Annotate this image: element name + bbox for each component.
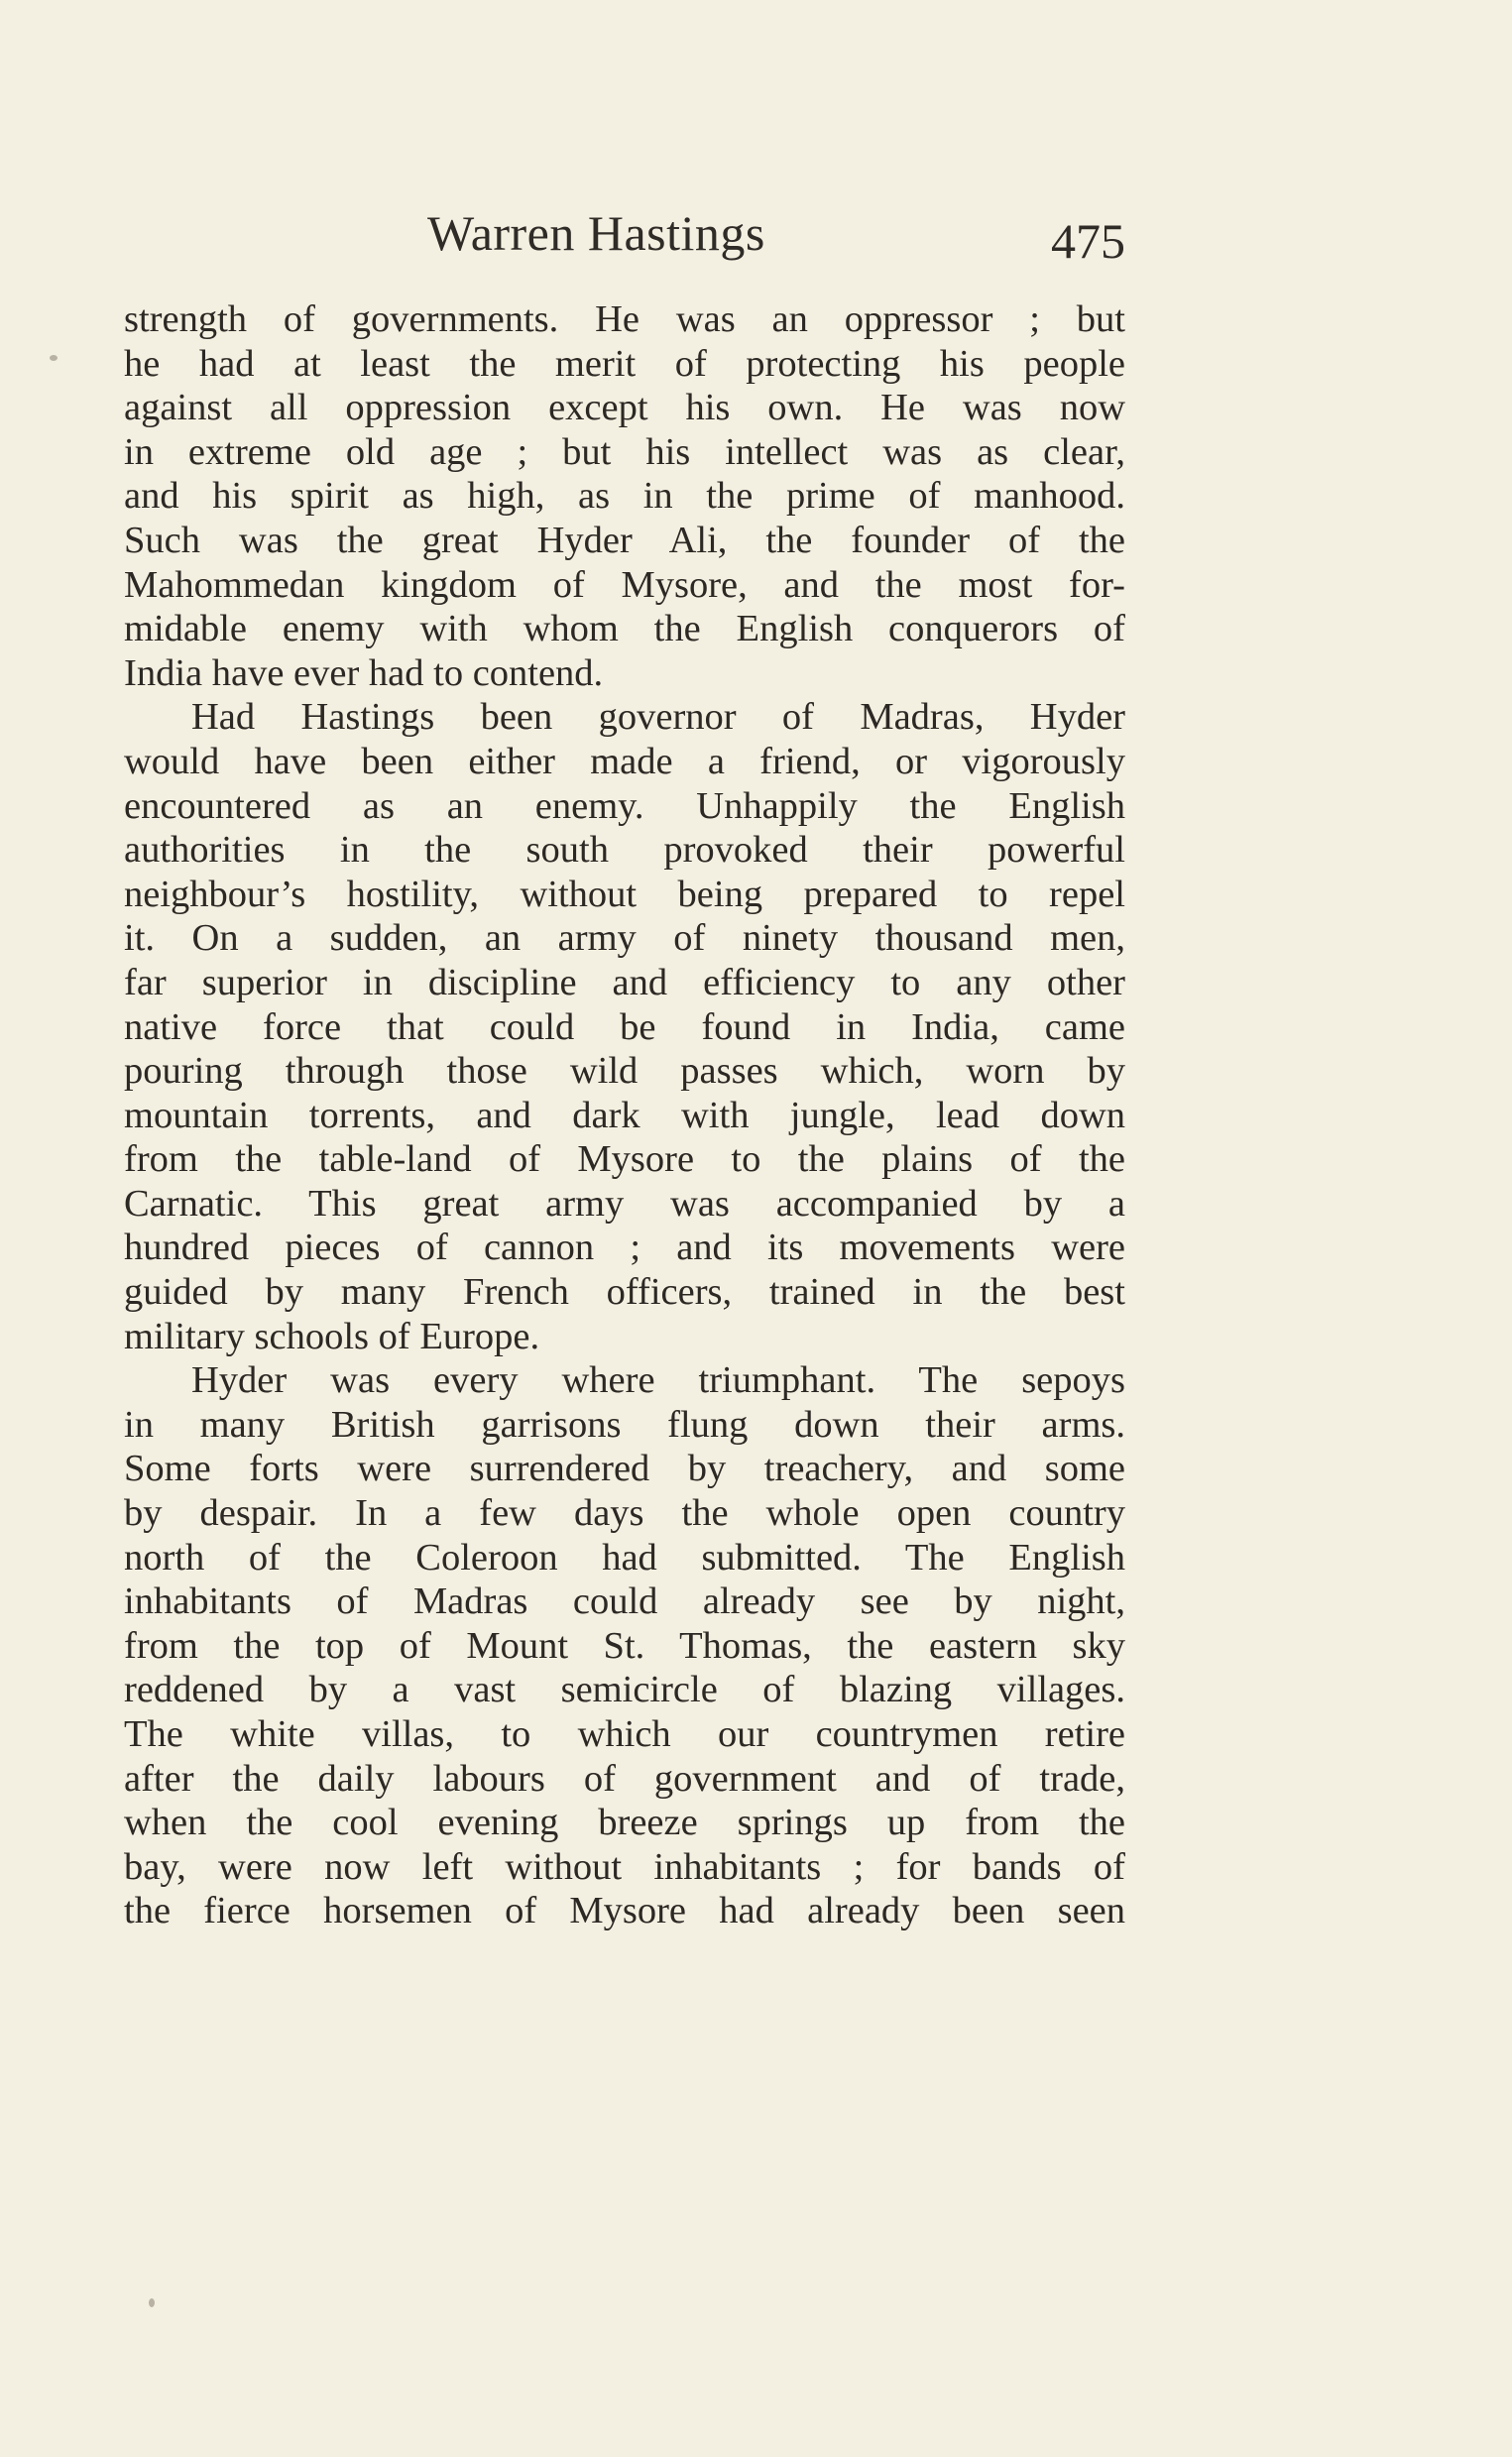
text-line: he had at least the merit of protecting his people (124, 342, 1125, 385)
text-line: The white villas, to which our countrymen retire (124, 1713, 1125, 1755)
text-line: from the table-land of Mysore to the plains of the (124, 1138, 1125, 1181)
text-line: Hyder was every where triumphant. The sepoys (191, 1359, 1125, 1402)
text-line: Mahommedan kingdom of Mysore, and the most for- (124, 563, 1125, 606)
text-line: guided by many French officers, trained in the best (124, 1271, 1125, 1314)
paragraph (124, 695, 1125, 1358)
text-line: hundred pieces of cannon ; and its movements were (124, 1227, 1125, 1269)
text-line: Carnatic. This great army was accompanied by a (124, 1182, 1125, 1225)
text-line: far superior in discipline and efficiency to any other (124, 961, 1125, 1003)
text-line: it. On a sudden, an army of ninety thousand men, (124, 917, 1125, 960)
text-line: north of the Coleroon had submitted. The English (124, 1536, 1125, 1579)
text-line: encountered as an enemy. Unhappily the English (124, 784, 1125, 827)
text-line: native force that could be found in India, came (124, 1005, 1125, 1048)
text-line: inhabitants of Madras could already see by night, (124, 1580, 1125, 1623)
text-line: against all oppression except his own. He was now (124, 387, 1125, 429)
body-text (124, 297, 1125, 1933)
text-line: strength of governments. He was an oppressor ; but (124, 298, 1125, 340)
text-line: Such was the great Hyder Ali, the founder of the (124, 519, 1125, 561)
text-line: pouring through those wild passes which, worn by (124, 1050, 1125, 1093)
running-head (124, 204, 1125, 274)
page-number: 475 (1051, 213, 1125, 269)
text-line: authorities in the south provoked their powerful (124, 829, 1125, 872)
text-line: neighbour’s hostility, without being prepared to repel (124, 873, 1125, 915)
margin-speck (50, 355, 58, 361)
text-line: in extreme old age ; but his intellect was as clear, (124, 430, 1125, 473)
text-line: by despair. In a few days the whole open country (124, 1492, 1125, 1535)
text-line: Some forts were surrendered by treachery, and some (124, 1448, 1125, 1490)
text-line: the fierce horsemen of Mysore had already been seen (124, 1890, 1125, 1932)
text-line: reddened by a vast semicircle of blazing villages. (124, 1669, 1125, 1711)
text-line: military schools of Europe. (124, 1315, 540, 1357)
paragraph (124, 1358, 1125, 1933)
text-line: and his spirit as high, as in the prime of manhood. (124, 475, 1125, 518)
text-line: from the top of Mount St. Thomas, the eastern sky (124, 1624, 1125, 1667)
text-line: midable enemy with whom the English conquerors of (124, 608, 1125, 650)
text-line: after the daily labours of government and of trade, (124, 1757, 1125, 1800)
paragraph (124, 297, 1125, 695)
running-title: Warren Hastings (427, 205, 765, 261)
text-line: when the cool evening breeze springs up from the (124, 1802, 1125, 1844)
text-line: would have been either made a friend, or vigorously (124, 740, 1125, 782)
text-line: in many British garrisons flung down their arms. (124, 1403, 1125, 1446)
text-line: Had Hastings been governor of Madras, Hyder (191, 696, 1125, 739)
text-line: bay, were now left without inhabitants ; for bands of (124, 1845, 1125, 1888)
margin-speck (149, 2298, 155, 2307)
text-line: India have ever had to contend. (124, 651, 604, 694)
text-line: mountain torrents, and dark with jungle, lead down (124, 1094, 1125, 1136)
